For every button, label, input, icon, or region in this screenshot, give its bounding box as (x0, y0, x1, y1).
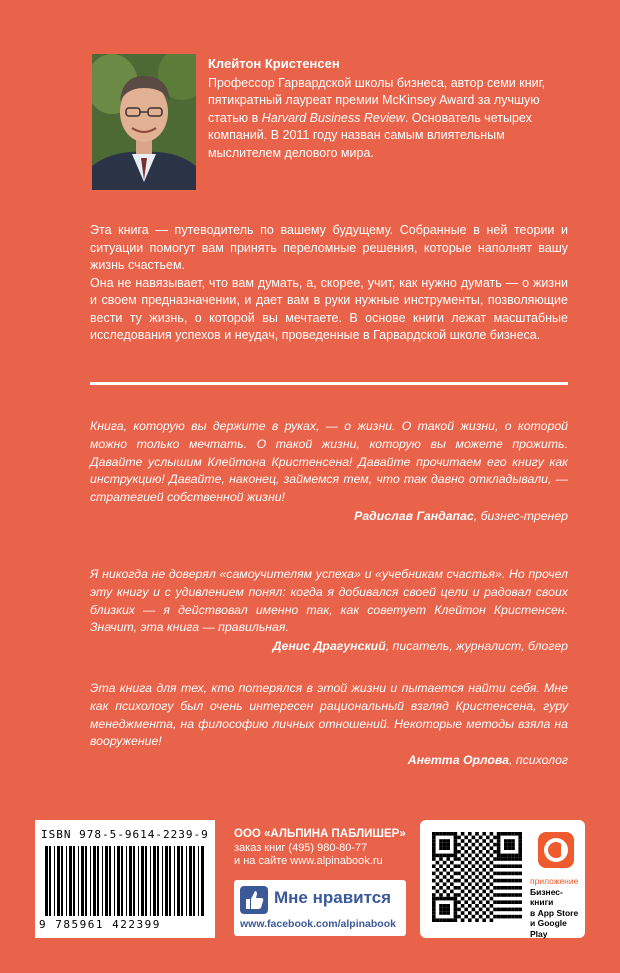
publisher-site[interactable]: и на сайте www.alpinabook.ru (234, 855, 383, 867)
isbn-label: ISBN 978-5-9614-2239-9 (41, 828, 209, 841)
quote-author: Радислав Гандапас, бизнес-тренер (354, 508, 568, 523)
qr-code-icon[interactable] (432, 832, 522, 922)
author-info (208, 55, 568, 163)
quote-text: Книга, которую вы держите в руках, — о жизни. О такой жизни, о которой можно только мечтать. О такой жизни, которую вы можете прожить. Давайте услышим Клейтона Кристенсена! Давайте прочитаем его книгу как инструкцию! Давайте, наконец, займемся тем, что так давно откладывали, — стратегией собственной жизни! (90, 419, 568, 505)
publisher-name: ООО «АЛЬПИНА ПАБЛИШЕР» (234, 828, 406, 840)
description-paragraph: Она не навязывает, что вам думать, а, скорее, учит, как нужно думать — о жизни и своем предназначении, и дает вам в руки нужные инструменты, позволяющие вести ту жизнь, о которой вы мечтаете. В основе книги лежат масштабные исследования успехов и неудач, проведенные в Гарвардской школе бизнеса. (90, 275, 568, 342)
publisher-info (234, 828, 414, 869)
thumbs-up-icon (240, 886, 268, 914)
barcode-bars (43, 846, 207, 916)
quote-text: Я никогда не доверял «самоучителям успеха» и «учебникам счастья». Но прочел эту книгу и с удивлением понял: когда я добивался своей цели и радовал своих близких — я действовал именно так, как советует Клейтон Кристенсен. Значит, эта книга — правильная. (90, 567, 568, 635)
quote-author: Анетта Орлова, психолог (407, 753, 568, 768)
book-description (90, 222, 568, 345)
author-name: Клейтон Кристенсен (208, 56, 340, 71)
qr-app-badge (420, 820, 585, 938)
alpina-app-icon[interactable] (538, 832, 574, 868)
author-photo (92, 54, 196, 190)
facebook-like-label: Мне нравится (274, 888, 392, 907)
facebook-like-badge[interactable] (234, 880, 406, 936)
author-bio: Профессор Гарвардской школы бизнеса, автор семи книг, пятикратный лауреат премии McKinsey Award за лучшую статью в Harvard Business Review. Основатель четырех компаний. В 2011 году назван самым влиятельным мыслителем делового мира. (208, 75, 546, 160)
review-quote (90, 680, 568, 770)
divider (90, 382, 568, 385)
app-store-text: приложение Бизнес-книги в App Store и Google Play (530, 876, 579, 939)
description-paragraph: Эта книга — путеводитель по вашему будущему. Собранные в ней теории и ситуации помогут вам принять переломные решения, которые наполнят вашу жизнь счастьем. (90, 223, 568, 272)
facebook-url[interactable]: www.facebook.com/alpinabook (240, 918, 396, 930)
barcode (35, 820, 215, 938)
review-quote (90, 418, 568, 526)
quote-text: Эта книга для тех, кто потерялся в этой жизни и пытается найти себя. Мне как психологу был очень интересен рациональный взгляд Кристенсена, гуру менеджмента, на философию личных отношений. Некоторые методы взяла на вооружение! (90, 681, 568, 749)
publisher-phone: заказ книг (495) 980-80-77 (234, 841, 368, 854)
ean-number: 9 785961 422399 (39, 918, 161, 931)
review-quote (90, 566, 568, 656)
quote-author: Денис Драгунский, писатель, журналист, блогер (272, 639, 568, 654)
